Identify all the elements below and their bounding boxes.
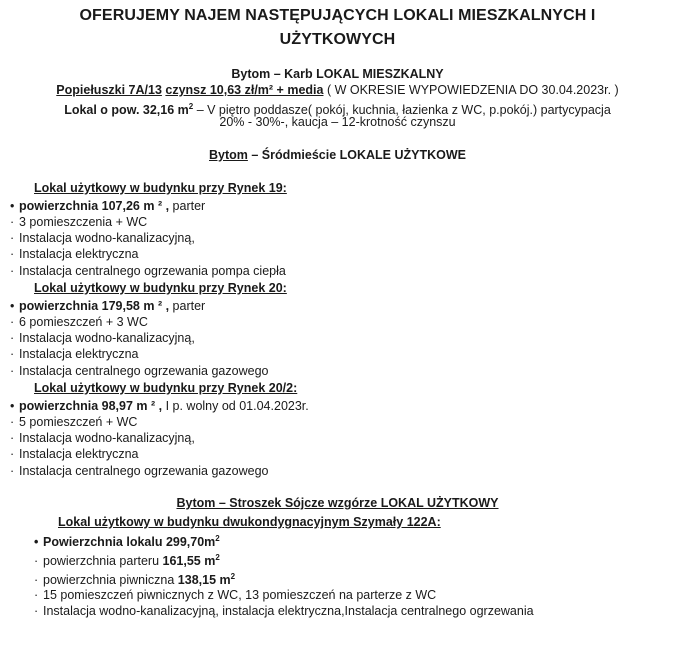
unit-floor: parter [169, 199, 206, 213]
unit-area: powierzchnia 98,97 m ² , [19, 399, 163, 413]
list-item: · Instalacja elektryczna [10, 447, 139, 461]
list-item: • powierzchnia 98,97 m ² , I p. wolny od 01.04.2023r. [10, 399, 309, 413]
section1-address-line [0, 82, 675, 99]
list-item-text: Instalacja centralnego ogrzewania gazowego [19, 364, 269, 378]
total-area: • Powierzchnia lokalu $299,70m^2$ [34, 534, 220, 550]
list-item-text: 3 pomieszczenia + WC [19, 215, 148, 229]
list-item: · powierzchnia parteru 161,55 $m^2$ [34, 553, 220, 569]
unit-area: powierzchnia 179,58 m ² , [19, 299, 170, 313]
list-item-text: Instalacja wodno-kanalizacyjną, [19, 231, 195, 245]
list-item: · Instalacja centralnego ogrzewania gazowego [10, 364, 269, 378]
list-item: · Instalacja centralnego ogrzewania pompa ciepła [10, 264, 286, 278]
list-item-text: Instalacja wodno-kanalizacyjną, [19, 431, 195, 445]
list-item: • powierzchnia 107,26 m ² , parter [10, 199, 206, 213]
total-area-sup: 2 [215, 534, 220, 543]
list-item-text: Instalacja wodno-kanalizacyjną, [19, 331, 195, 345]
unit-title: Lokal użytkowy w budynku przy Rynek 20: [34, 281, 287, 295]
installations-text: Instalacja wodno-kanalizacyjną, instalacja elektryczna,Instalacja centralnego ogrzewania [43, 604, 534, 618]
list-item-text: Instalacja elektryczna [19, 447, 139, 461]
list-item-text: Instalacja centralnego ogrzewania pompa ciepła [19, 264, 286, 278]
basement-label: powierzchnia piwniczna [43, 573, 178, 588]
list-item: • powierzchnia 179,58 m ² , parter [10, 299, 206, 313]
ground-value: 161,55 m [162, 554, 216, 569]
section3-heading: Bytom – Stroszek Sójcze wzgórze LOKAL UŻYTKOWY [176, 496, 499, 510]
list-item-text: 5 pomieszczeń + WC [19, 415, 138, 429]
total-area-text: Powierzchnia lokalu 299,70m [43, 535, 216, 550]
section2-heading [0, 147, 675, 164]
address: Popiełuszki 7A/13 [56, 83, 162, 97]
list-item: · 5 pomieszczeń + WC [10, 415, 138, 429]
list-item: · Instalacja elektryczna [10, 347, 139, 361]
page-title [0, 4, 675, 52]
basement-value: 138,15 m [177, 573, 231, 588]
list-item-text: Instalacja elektryczna [19, 347, 139, 361]
list-item: · Instalacja wodno-kanalizacyjną, [10, 231, 195, 245]
area-sup: 2 [188, 102, 194, 111]
area-label: Lokal o pow. 32,16 m [64, 103, 189, 118]
list-item-text: Instalacja centralnego ogrzewania gazowego [19, 464, 269, 478]
rooms-text: 15 pomieszczeń piwnicznych z WC, 13 pomieszczeń na parterze z WC [43, 588, 437, 602]
list-item-text: 6 pomieszczeń + 3 WC [19, 315, 148, 329]
ground-label: powierzchnia parteru [43, 554, 163, 569]
basement-sup: 2 [230, 572, 236, 581]
list-item: · 6 pomieszczeń + 3 WC [10, 315, 148, 329]
ground-sup: 2 [215, 553, 220, 562]
unit-floor: I p. wolny od 01.04.2023r. [162, 399, 309, 413]
unit-title: Lokal użytkowy w budynku przy Rynek 20/2: [34, 381, 298, 395]
list-item-text: Instalacja elektryczna [19, 247, 139, 261]
list-item: · Instalacja centralnego ogrzewania gazowego [10, 464, 269, 478]
section1-terms: 20% - 30%-, kaucja – 12-krotność czynszu [219, 115, 456, 129]
unit-title: Lokal użytkowy w budynku przy Rynek 19: [34, 181, 287, 195]
list-item: · powierzchnia piwniczna 138,15 $m^2$ [34, 572, 236, 588]
list-item: · 15 pomieszczeń piwnicznych z WC, 13 pomieszczeń na parterze z WC [34, 588, 437, 602]
list-item: · 3 pomieszczenia + WC [10, 215, 148, 229]
title-line-2: UŻYTKOWYCH [279, 31, 396, 48]
list-item: · Instalacja elektryczna [10, 247, 139, 261]
section1-heading: Bytom – Karb LOKAL MIESZKALNY [231, 67, 444, 81]
title-line-1: OFERUJEMY NAJEM NASTĘPUJĄCYCH LOKALI MIESZKALNYCH I [79, 7, 596, 24]
section2-heading-rest: – Śródmieście LOKALE UŻYTKOWE [247, 148, 466, 162]
list-item: · Instalacja wodno-kanalizacyjną, instalacja elektryczna,Instalacja centralnego ogrzewania [34, 604, 534, 618]
section3-unit-title: Lokal użytkowy w budynku dwukondygnacyjnym Szymały 122A: [58, 515, 441, 529]
section2-city: Bytom [209, 148, 248, 162]
unit-floor: parter [169, 299, 206, 313]
list-item: · Instalacja wodno-kanalizacyjną, [10, 331, 195, 345]
list-item: · Instalacja wodno-kanalizacyjną, [10, 431, 195, 445]
area-desc: – V piętro poddasze( pokój, kuchnia, łazienka z WC, p.pokój.) partycypacja [193, 103, 611, 118]
notice: ( W OKRESIE WYPOWIEDZENIA DO 30.04.2023r. ) [323, 83, 619, 97]
unit-area: powierzchnia 107,26 m ² , [19, 199, 170, 213]
rent: czynsz 10,63 zł/m² + media [165, 83, 324, 97]
